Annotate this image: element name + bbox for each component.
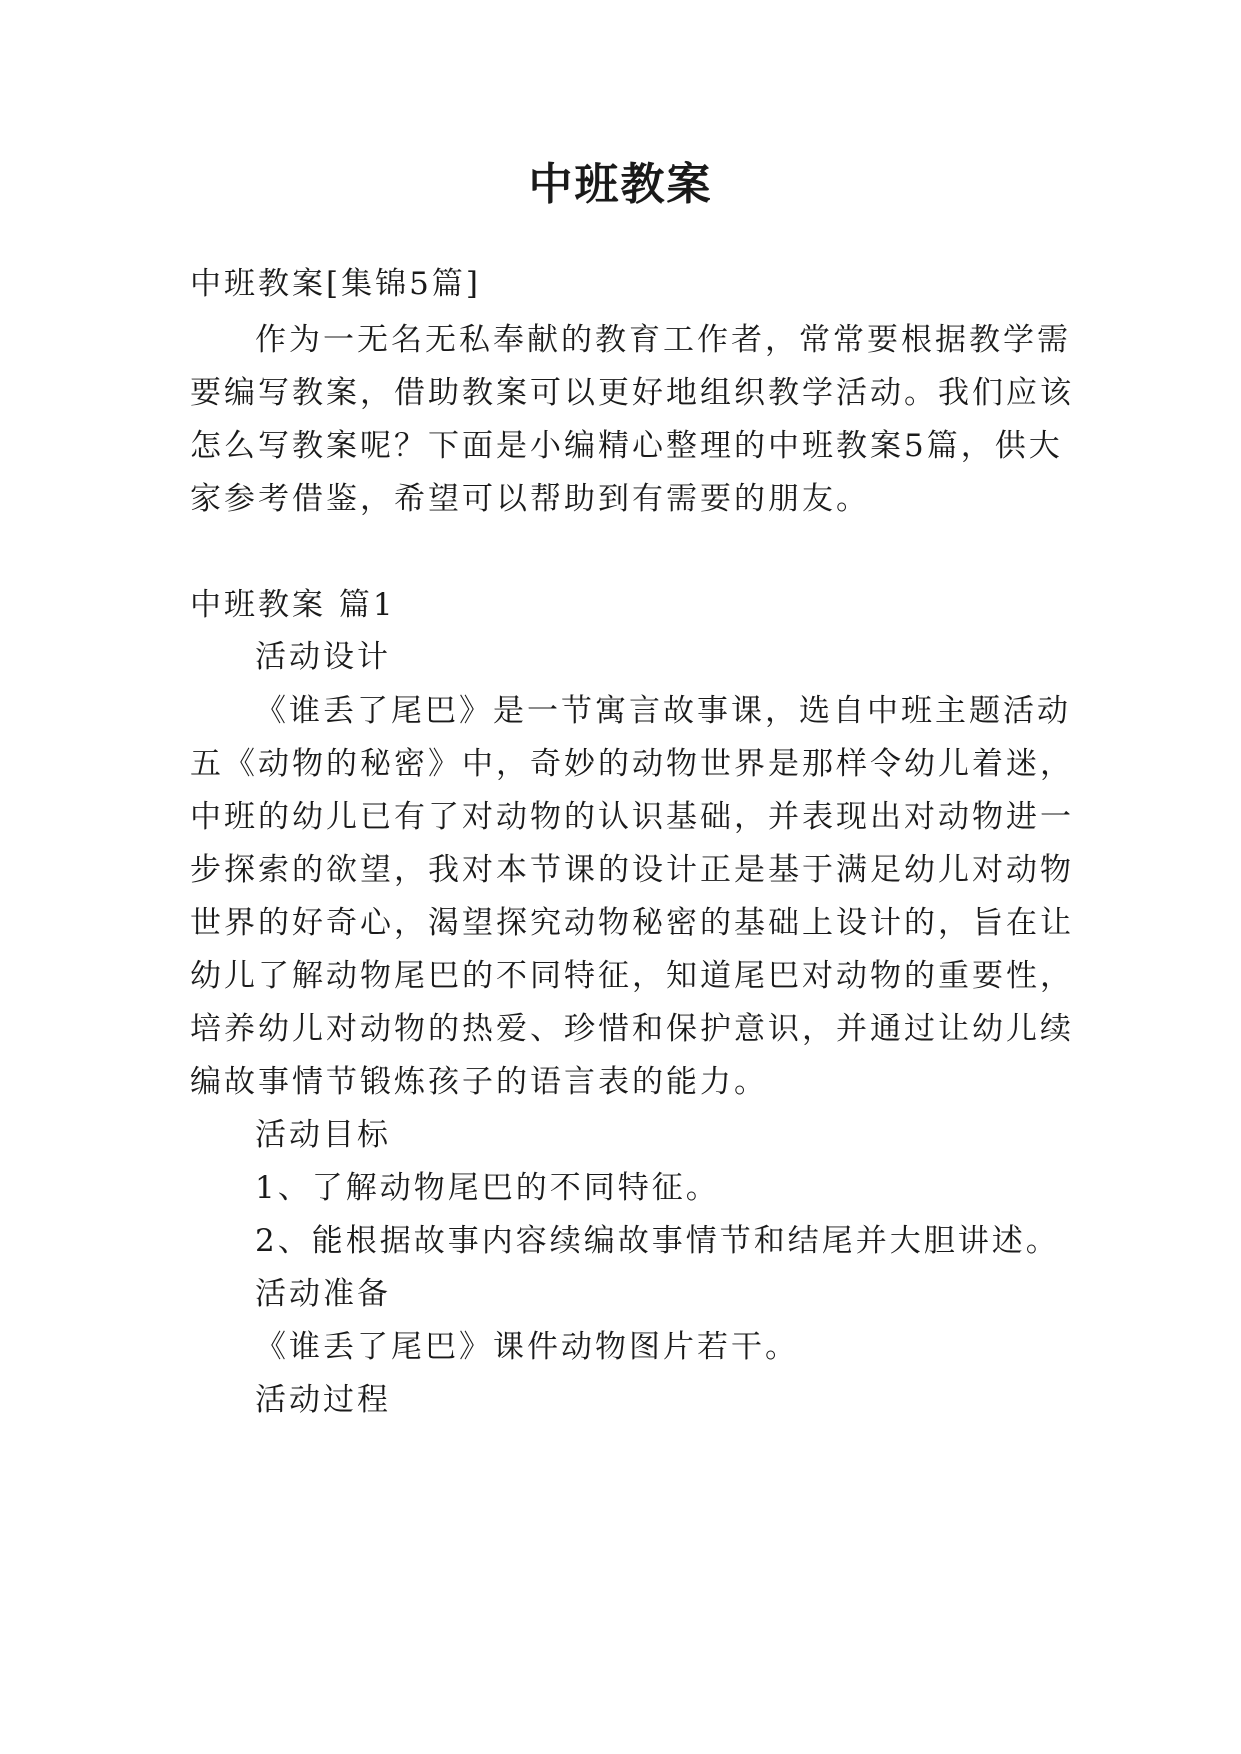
document-title: 中班教案	[528, 159, 713, 210]
design-line: 世界的好奇心，渴望探究动物秘密的基础上设计的，旨在让	[190, 905, 1074, 941]
design-line: 《谁丢了尾巴》是一节寓言故事课，选自中班主题活动	[255, 693, 1071, 729]
section-heading: 中班教案 篇1	[190, 587, 396, 623]
goal-item: 2、能根据故事内容续编故事情节和结尾并大胆讲述。	[255, 1223, 1060, 1259]
intro-line: 作为一无名无私奉献的教育工作者，常常要根据教学需	[255, 322, 1071, 358]
prep-text: 《谁丢了尾巴》课件动物图片若干。	[255, 1329, 799, 1365]
goal-item: 1、了解动物尾巴的不同特征。	[255, 1170, 720, 1206]
design-line: 培养幼儿对动物的热爱、珍惜和保护意识，并通过让幼儿续	[190, 1011, 1074, 1047]
document-subtitle: 中班教案[集锦5篇]	[190, 266, 481, 302]
design-line: 中班的幼儿已有了对动物的认识基础，并表现出对动物进一	[190, 799, 1074, 835]
goals-heading: 活动目标	[255, 1117, 391, 1153]
intro-line: 要编写教案，借助教案可以更好地组织教学活动。我们应该	[190, 375, 1074, 411]
process-heading: 活动过程	[255, 1382, 391, 1418]
design-heading: 活动设计	[255, 639, 391, 675]
design-line: 步探索的欲望，我对本节课的设计正是基于满足幼儿对动物	[190, 852, 1074, 888]
prep-heading: 活动准备	[255, 1276, 391, 1312]
intro-line: 怎么写教案呢？下面是小编精心整理的中班教案5篇，供大	[190, 428, 1063, 464]
design-line: 编故事情节锻炼孩子的语言表的能力。	[190, 1064, 768, 1100]
design-line: 五《动物的秘密》中，奇妙的动物世界是那样令幼儿着迷，	[190, 746, 1074, 782]
intro-line: 家参考借鉴，希望可以帮助到有需要的朋友。	[190, 481, 870, 517]
design-line: 幼儿了解动物尾巴的不同特征，知道尾巴对动物的重要性，	[190, 958, 1074, 994]
